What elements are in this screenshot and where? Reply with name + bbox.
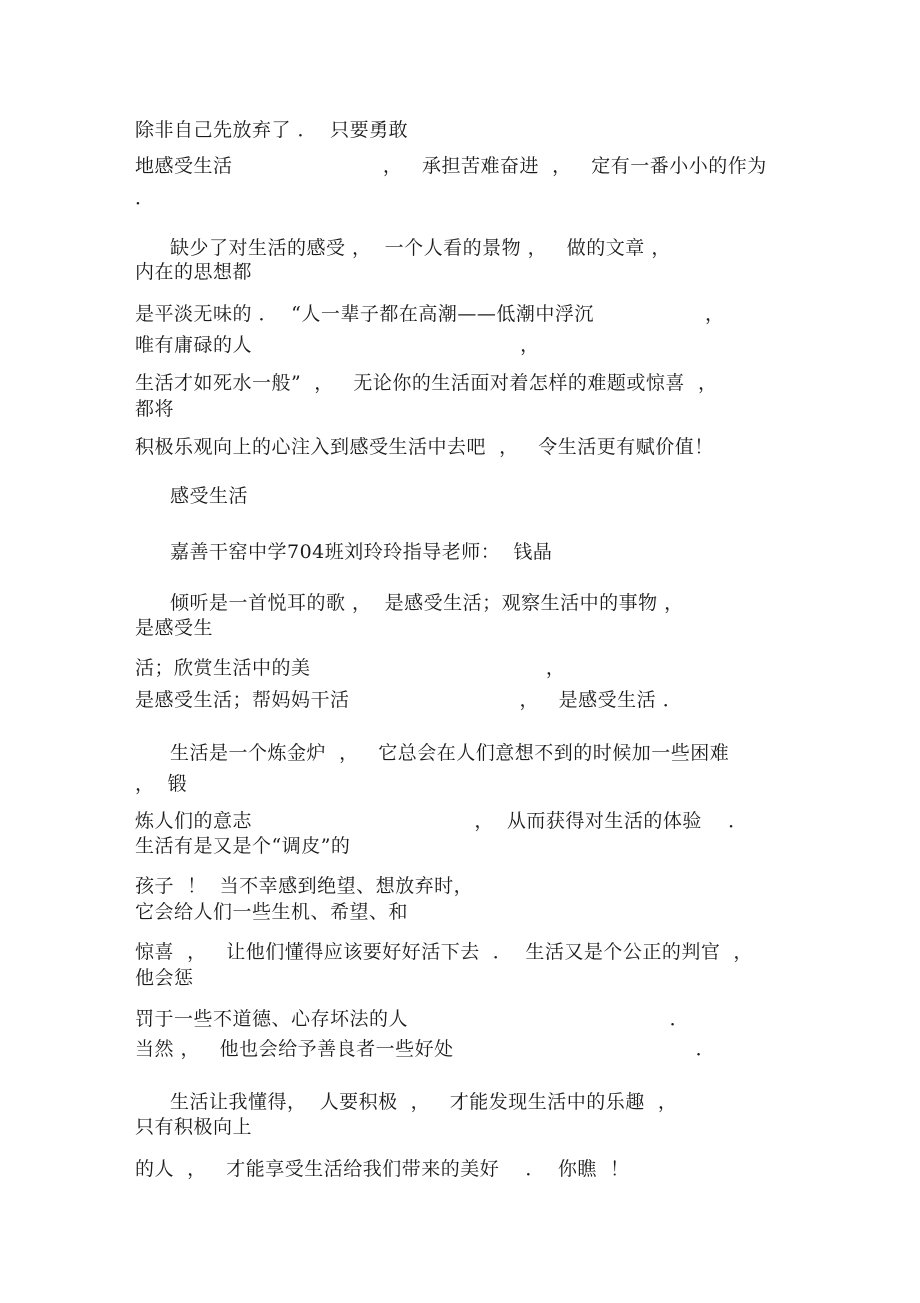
text-line: 唯有庸碌的人 ， [135,334,540,356]
text-line: 生活有是又是个“调皮”的 [135,835,351,857]
text-line: 它会给人们一些生机、希望、和 [135,901,409,923]
text-line: 倾听是一首悦耳的歌 ， 是感受生活；观察生活中的事物 ， [170,592,684,614]
text-line: ， 锻 [135,773,188,795]
text-line: 是感受生活；帮妈妈干活 ， 是感受生活 ． [135,689,683,711]
text-line: 罚于一些不道德、心存坏法的人 ． [135,1008,690,1030]
section-title: 感受生活 [170,485,249,507]
text-line: 当然 ， 他也会给予善良者一些好处 ． [135,1038,716,1060]
text-line: 缺少了对生活的感受 ， 一个人看的景物 ， 做的文章 ， [170,237,671,259]
text-line: 生活才如死水一般” ， 无论你的生活面对着怎样的难题或惊喜 ， [135,372,718,394]
text-line: 惊喜 ， 让他们懂得应该要好好活下去 ． 生活又是个公正的判官 ， [135,941,753,963]
text-line: 都将 [135,398,175,420]
text-line: 内在的思想都 [135,261,253,283]
text-line: 生活让我懂得， 人要积极 ， 才能发现生活中的乐趣 ， [170,1091,678,1113]
text-line: 积极乐观向上的心注入到感受生活中去吧 ， 令生活更有赋价值！ [135,436,714,458]
text-line: 是感受生 [135,617,214,639]
text-line: 是平淡无味的 ． “人一辈子都在高潮——低潮中浮沉 ， [135,303,725,325]
text-line: 地感受生活 ， 承担苦难奋进 ， 定有一番小小的作为 [135,155,767,177]
text-line: 活；欣赏生活中的美 ， [135,657,566,679]
text-line: 生活是一个炼金炉 ， 它总会在人们意想不到的时候加一些困难 [170,742,730,764]
text-line: 炼人们的意志 ， 从而获得对生活的体验 ． [135,810,748,832]
text-line: 只有积极向上 [135,1116,253,1138]
author-line: 嘉善干窑中学704班刘玲玲指导老师： 钱晶 [170,541,553,563]
text-line: 的人 ， 才能享受生活给我们带来的美好 ． 你瞧 ！ [135,1158,630,1180]
text-line: 他会惩 [135,967,194,989]
text-line: 除非自己先放弃了 ． 只要勇敢 [135,119,409,141]
text-line: 孩子 ！ 当不幸感到绝望、想放弃时， [135,875,474,897]
text-line: ． [135,187,155,209]
